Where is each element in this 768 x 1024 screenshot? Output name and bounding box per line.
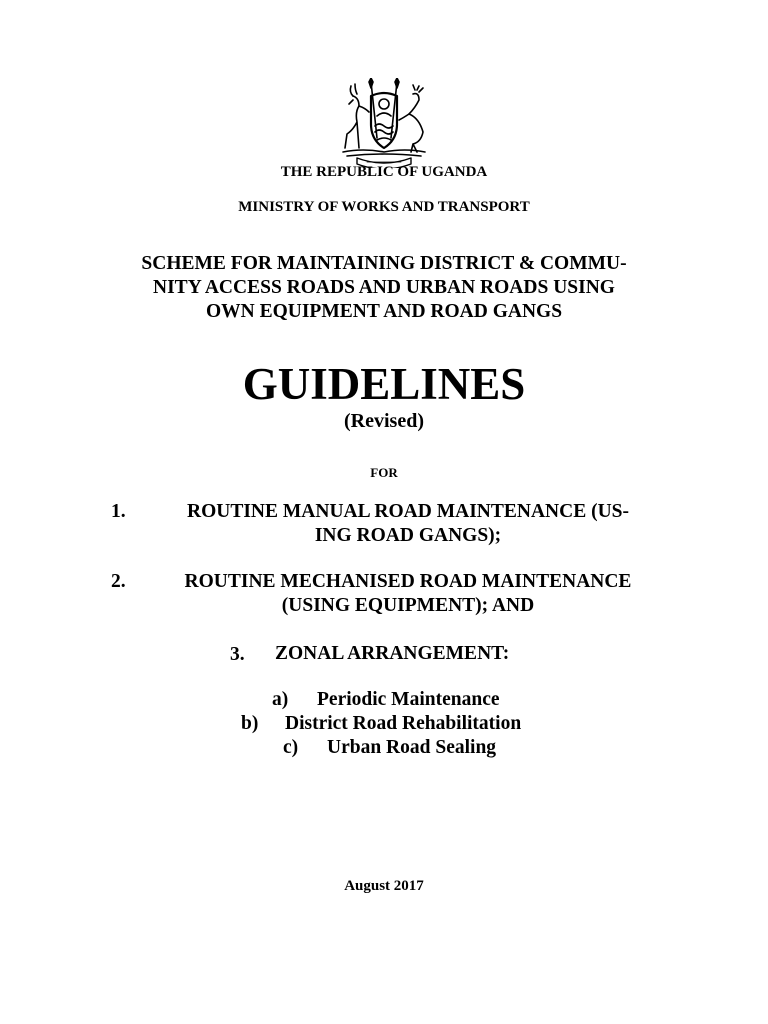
publication-date: August 2017: [344, 878, 424, 894]
ministry-heading: MINISTRY OF WORKS AND TRANSPORT: [238, 199, 530, 215]
scheme-title: [0, 252, 768, 324]
list-item-number: 3.: [230, 644, 245, 665]
sub-item-label: Urban Road Sealing: [327, 737, 497, 758]
republic-heading: THE REPUBLIC OF UGANDA: [280, 164, 488, 180]
scheme-line: NITY ACCESS ROADS AND URBAN ROADS USING: [153, 277, 615, 298]
list-item-line: ZONAL ARRANGEMENT:: [275, 643, 510, 664]
list-item-line: ROUTINE MANUAL ROAD MAINTENANCE (US-: [186, 501, 630, 522]
scheme-line: OWN EQUIPMENT AND ROAD GANGS: [205, 301, 563, 322]
sub-item-label: Periodic Maintenance: [317, 689, 500, 710]
list-item-number: 2.: [111, 571, 126, 592]
sub-item-letter: b): [241, 713, 259, 734]
list-item-line: (USING EQUIPMENT); AND: [281, 595, 535, 616]
coat-of-arms-emblem: [333, 78, 435, 168]
scheme-line: SCHEME FOR MAINTAINING DISTRICT & COMMU-: [141, 253, 627, 274]
for-label: FOR: [370, 465, 398, 480]
list-item-text: [150, 570, 666, 618]
document-subtitle: (Revised): [344, 410, 424, 432]
document-title: GUIDELINES: [242, 359, 526, 409]
list-item-number: 1.: [111, 501, 126, 522]
sub-item-letter: a): [272, 689, 289, 710]
list-item-line: ROUTINE MECHANISED ROAD MAINTENANCE: [184, 571, 632, 592]
list-item-text: [150, 500, 666, 548]
sub-item-letter: c): [283, 737, 299, 758]
list-item-line: ING ROAD GANGS);: [314, 525, 502, 546]
sub-item-label: District Road Rehabilitation: [285, 713, 522, 734]
